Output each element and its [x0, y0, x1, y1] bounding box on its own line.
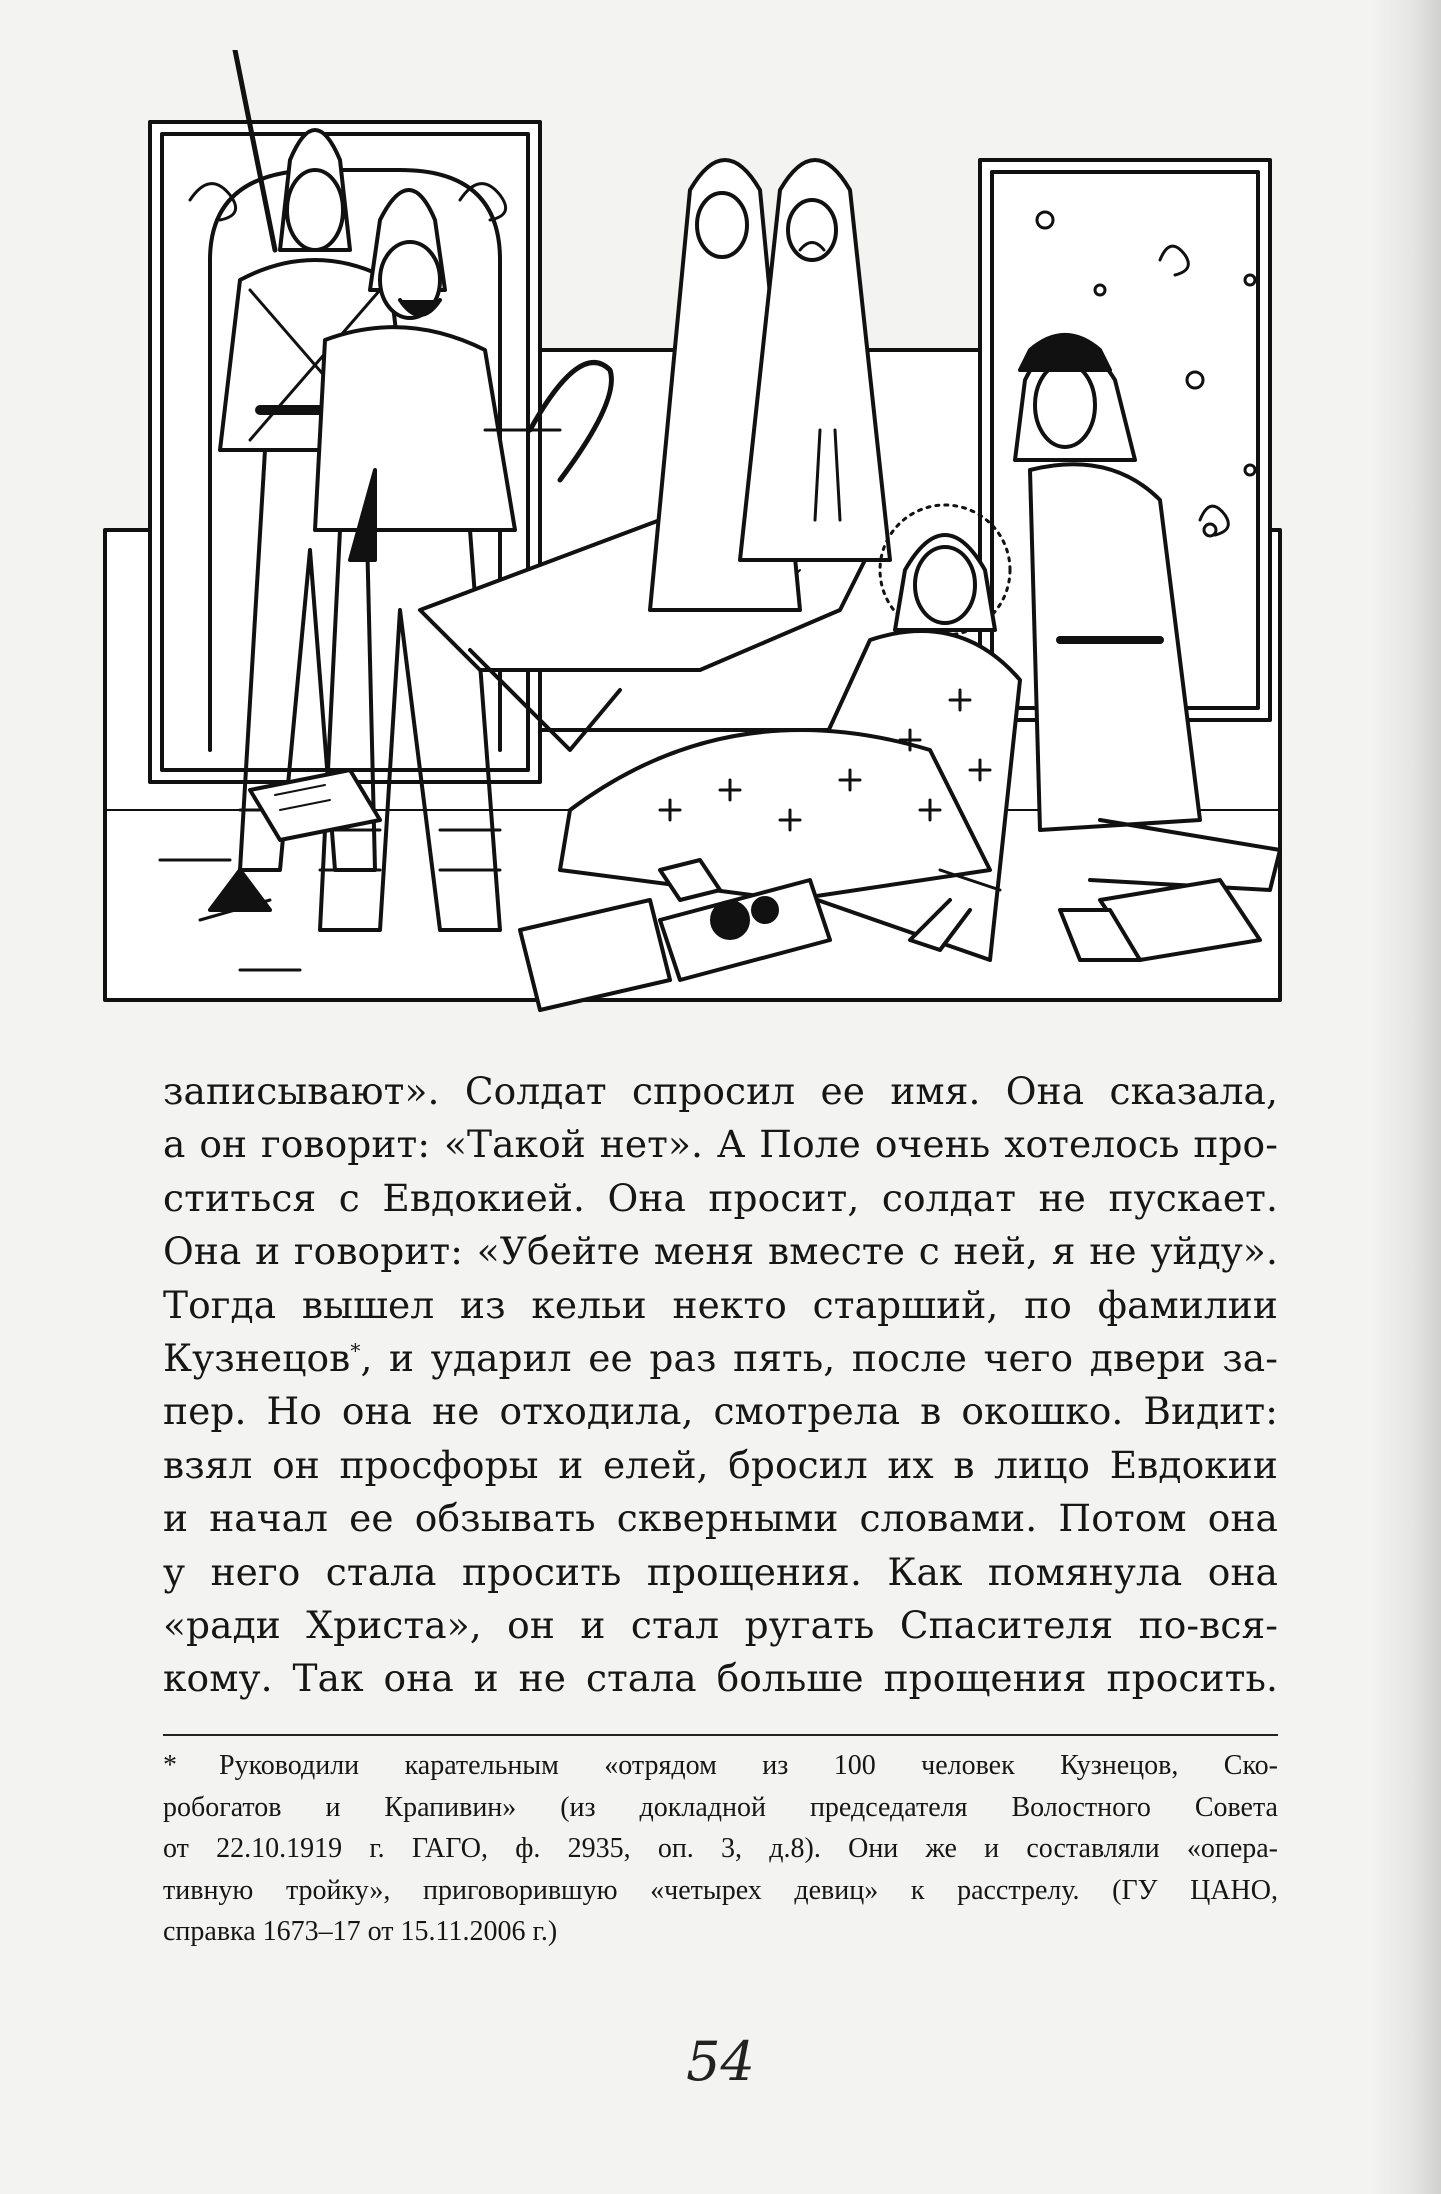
- body-line: пер. Но она не отходила, смотрела в окошко. Видит:: [163, 1389, 1278, 1434]
- body-line: и начал ее обзывать скверными словами. Потом она: [163, 1496, 1278, 1541]
- body-line: «ради Христа», он и стал ругать Спасителя по-вся-: [163, 1602, 1278, 1647]
- body-line: взял он просфоры и елей, бросил их в лицо Евдокии: [163, 1442, 1278, 1487]
- footnote-line: [163, 1745, 1278, 1787]
- body-line: а он говорит: «Такой нет». А Поле очень хотелось про-: [163, 1122, 1278, 1167]
- body-line: ститься с Евдокией. Она просит, солдат не пускает.: [163, 1175, 1278, 1220]
- page-edge-shadow: [1371, 0, 1441, 2194]
- body-line: записывают». Солдат спросил ее имя. Она сказала,: [163, 1069, 1278, 1113]
- footnote-line: справка 1673–17 от 15.11.2006 г.): [163, 1916, 558, 1947]
- footnote-marker: *: [163, 1750, 177, 1781]
- illustration-drawing: [100, 50, 1285, 1020]
- footnote-reference[interactable]: *: [350, 1338, 361, 1363]
- footnote-divider: [163, 1734, 1278, 1736]
- body-line-tail: , и ударил ее раз пять, после чего двери за-: [360, 1335, 1278, 1380]
- footnote: [163, 1745, 1278, 1953]
- footnote-line-text: Руководили карательным «отрядом из 100 человек Кузнецов, Ско-: [219, 1750, 1278, 1781]
- footnote-line: робогатов и Крапивин» (из докладной председателя Волостного Совета: [163, 1791, 1278, 1823]
- body-line: Тогда вышел из кельи некто старший, по фамилии: [163, 1282, 1278, 1327]
- body-line: кому. Так она и не стала больше прощения просить.: [163, 1656, 1278, 1701]
- page-number: 54: [686, 2030, 755, 2093]
- footnote-line: от 22.10.1919 г. ГАГО, ф. 2935, оп. 3, д.8). Они же и составляли «опера-: [163, 1833, 1278, 1864]
- body-line: Она и говорит: «Убейте меня вместе с ней, я не уйду».: [163, 1229, 1278, 1274]
- body-text: [163, 1065, 1278, 1706]
- footnote-line: тивную тройку», приговорившую «четырех девиц» к расстрелу. (ГУ ЦАНО,: [163, 1874, 1278, 1906]
- body-line-head: Кузнецов: [163, 1335, 351, 1380]
- illustration: [100, 50, 1285, 1020]
- body-line: у него стала просить прощения. Как помянула она: [163, 1549, 1278, 1594]
- body-line-with-footnote: [163, 1332, 1278, 1385]
